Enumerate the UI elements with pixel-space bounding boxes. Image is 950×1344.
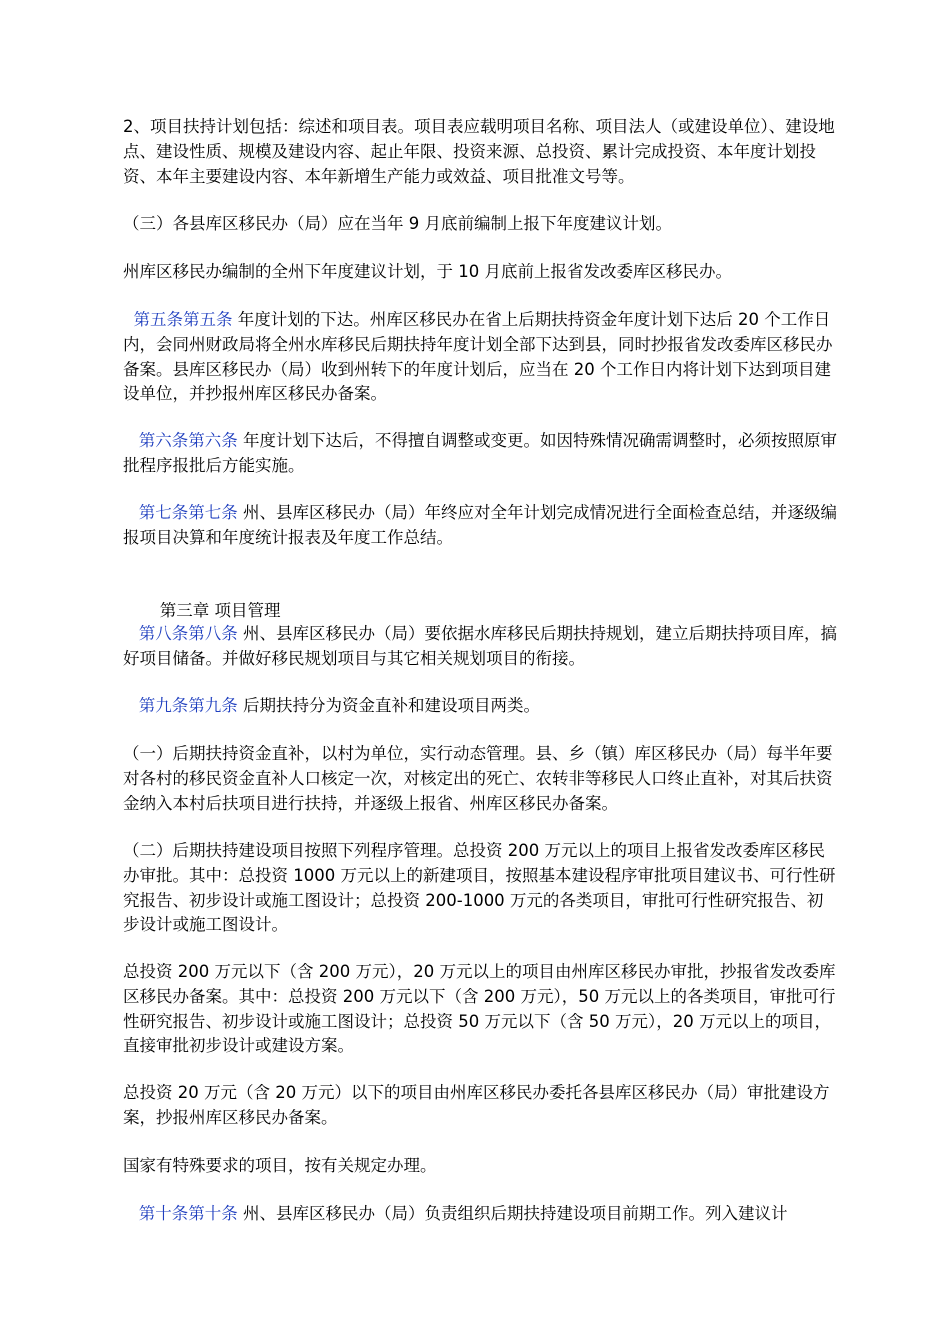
paragraph-text: 年度计划的下达。州库区移民办在省上后期扶持资金年度计划下达后 20 个工作日内，会同州财政局将全州水库移民后期扶持年度计划全部下达到县，同时抄报省发改委库区移民办备案。县库区移民办（局）收到州转下的年度计划后，应当在 20 个工作日内将计划下达到项目建设单位，并抄报州库区移民办备案。 — [123, 310, 833, 404]
paragraph-text: （二）后期扶持建设项目按照下列程序管理。总投资 200 万元以上的项目上报省发改委库区移民办审批。其中：总投资 1000 万元以上的新建项目，按照基本建设程序审批项目建议书、可行性研究报告、初步设计或施工图设计；总投资 200-1000 万元的各类项目，审批可行性研究报告、初步设计或施工图设计。 — [123, 841, 836, 935]
paragraph-county-approval — [123, 1081, 839, 1131]
paragraph-article-9 — [123, 694, 839, 719]
paragraph-text: 国家有特殊要求的项目，按有关规定办理。 — [123, 1156, 437, 1175]
paragraph-article-6 — [123, 429, 839, 479]
paragraph-special-requirements — [123, 1154, 839, 1179]
article-number: 第九条第九条 — [123, 696, 238, 715]
paragraph-article-10 — [123, 1202, 839, 1228]
paragraph-text: 州、县库区移民办（局）要依据水库移民后期扶持规划，建立后期扶持项目库，搞好项目储备。并做好移民规划项目与其它相关规划项目的衔接。 — [123, 624, 837, 668]
article-number: 第六条第六条 — [123, 431, 238, 450]
paragraph-article-8 — [123, 622, 839, 672]
paragraph-construction-projects — [123, 839, 839, 938]
paragraph-article-5 — [123, 308, 839, 407]
paragraph-text: 州库区移民办编制的全州下年度建议计划，于 10 月底前上报省发改委库区移民办。 — [123, 262, 732, 281]
article-number: 第七条第七条 — [123, 503, 238, 522]
paragraph-text: （一）后期扶持资金直补，以村为单位，实行动态管理。县、乡（镇）库区移民办（局）每半年要对各村的移民资金直补人口核定一次，对核定出的死亡、农转非等移民人口终止直补，对其后扶资金纳入本村后扶项目进行扶持，并逐级上报省、州库区移民办备案。 — [123, 744, 833, 813]
paragraph-text: （三）各县库区移民办（局）应在当年 9 月底前编制上报下年度建议计划。 — [123, 214, 672, 233]
chapter-title: 第三章 项目管理 — [143, 600, 281, 620]
paragraph-text: 2、项目扶持计划包括：综述和项目表。项目表应载明项目名称、项目法人（或建设单位）、建设地点、建设性质、规模及建设内容、起止年限、投资来源、总投资、累计完成投资、本年度计划投资、本年主要建设内容、本年新增生产能力或效益、项目批准文号等。 — [123, 117, 835, 186]
paragraph-text: 州、县库区移民办（局）年终应对全年计划完成情况进行全面检查总结，并逐级编报项目决算和年度统计报表及年度工作总结。 — [123, 503, 837, 547]
paragraph-prefecture-approval — [123, 960, 839, 1059]
paragraph-text: 年度计划下达后，不得擅自调整或变更。如因特殊情况确需调整时，必须按照原审批程序报批后方能实施。 — [123, 431, 837, 475]
paragraph-county-proposal-deadline — [123, 212, 839, 237]
paragraph-prefecture-proposal-deadline — [123, 260, 839, 285]
paragraph-article-7 — [123, 501, 839, 551]
article-number: 第五条第五条 — [123, 310, 233, 329]
paragraph-text: 州、县库区移民办（局）负责组织后期扶持建设项目前期工作。列入建议计 — [237, 1204, 788, 1223]
paragraph-project-plan-contents — [123, 115, 839, 189]
paragraph-text: 总投资 20 万元（含 20 万元）以下的项目由州库区移民办委托各县库区移民办（局）审批建设方案，抄报州库区移民办备案。 — [123, 1083, 830, 1127]
article-number: 第十条第十条 — [123, 1204, 238, 1223]
paragraph-text: 后期扶持分为资金直补和建设项目两类。 — [237, 696, 540, 715]
paragraph-direct-subsidy — [123, 742, 839, 816]
paragraph-text: 总投资 200 万元以下（含 200 万元），20 万元以上的项目由州库区移民办审批，抄报省发改委库区移民办备案。其中：总投资 200 万元以下（含 200 万元），50 万元以上的各类项目，审批可行性研究报告、初步设计或施工图设计；总投资 50 万元以下（含 50 万元），20 万元以上的项目，直接审批初步设计或建设方案。 — [123, 962, 836, 1056]
document-page — [123, 0, 839, 1344]
article-number: 第八条第八条 — [123, 624, 238, 643]
